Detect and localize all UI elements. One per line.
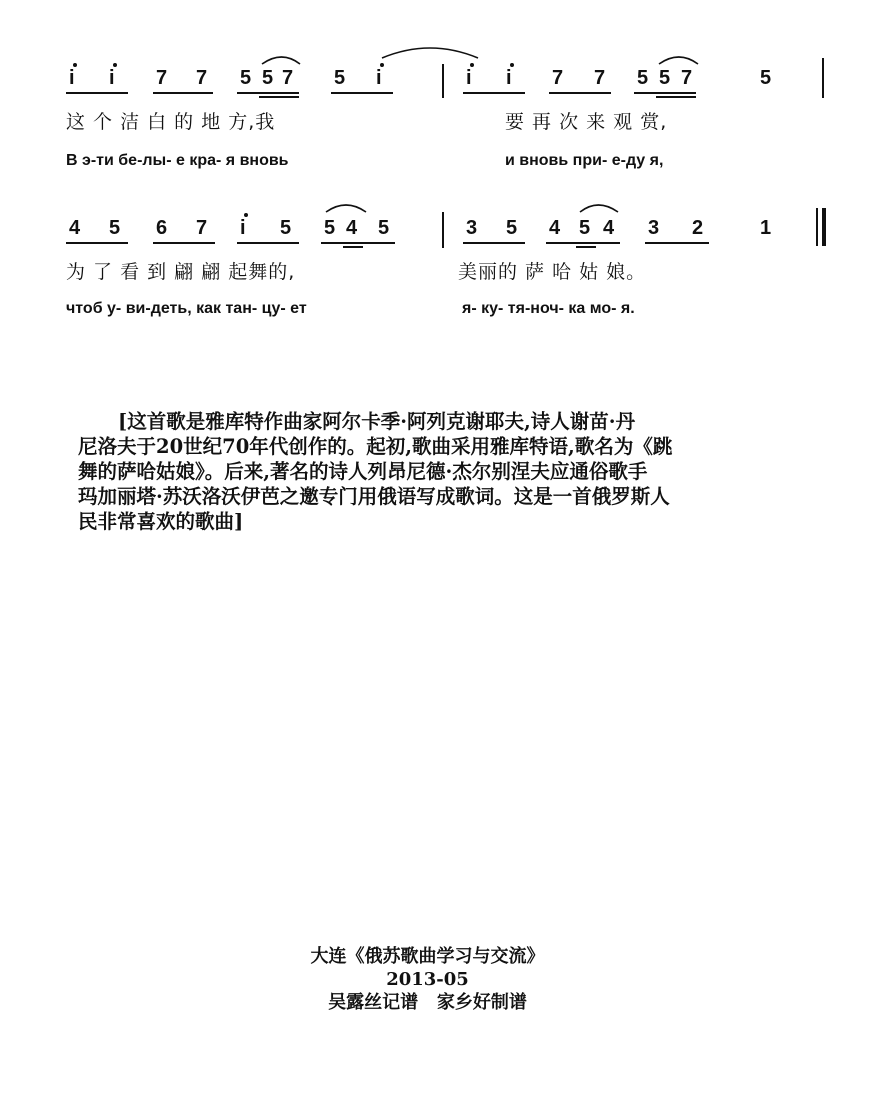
note: 5 xyxy=(637,67,649,89)
description-line: 民非常喜欢的歌曲] xyxy=(78,510,244,533)
lyrics-chinese: 美丽的 萨 哈 姑 娘。 xyxy=(458,261,647,283)
note: 5 xyxy=(262,67,274,89)
lyrics-chinese: 这 个 洁 白 的 地 方,我 xyxy=(66,111,276,133)
note: 7 xyxy=(282,67,294,89)
note: 5 xyxy=(506,217,518,239)
note: 5 xyxy=(659,67,671,89)
note: i xyxy=(69,67,75,89)
note: 7 xyxy=(156,67,168,89)
slur xyxy=(262,57,300,64)
note: 6 xyxy=(156,217,168,239)
description-line: 舞的萨哈姑娘》。后来,著名的诗人列昂尼德·杰尔别涅夫应通俗歌手 xyxy=(78,460,648,483)
note: 3 xyxy=(648,217,660,239)
note: 7 xyxy=(594,67,606,89)
source-title: 大连《俄苏歌曲学习与交流》 xyxy=(310,946,545,967)
slur xyxy=(326,205,366,212)
beam-line xyxy=(321,242,395,244)
note: i xyxy=(466,67,472,89)
note: 4 xyxy=(603,217,615,239)
note: 3 xyxy=(466,217,478,239)
tie xyxy=(382,48,478,58)
beam-line xyxy=(546,242,620,244)
note: 7 xyxy=(196,217,208,239)
note: 5 xyxy=(760,67,772,89)
note: 5 xyxy=(378,217,390,239)
note: i xyxy=(376,67,382,89)
description-line: 玛加丽塔·苏沃洛沃伊芭之邀专门用俄语写成歌词。这是一首俄罗斯人 xyxy=(78,485,670,508)
beam-line xyxy=(237,242,299,244)
beam-line xyxy=(153,242,215,244)
lyrics-russian: я- ку- тя-ноч- ка мо- я. xyxy=(462,300,635,317)
lyrics-chinese: 要 再 次 来 观 赏, xyxy=(505,111,668,133)
note: 7 xyxy=(552,67,564,89)
note: 4 xyxy=(69,217,81,239)
note: 7 xyxy=(681,67,693,89)
description-line: 尼洛夫于20世纪70年代创作的。起初,歌曲采用雅库特语,歌名为《跳 xyxy=(78,435,673,458)
beam-line xyxy=(343,246,363,248)
note: 4 xyxy=(549,217,561,239)
slur xyxy=(580,205,618,212)
note: 5 xyxy=(334,67,346,89)
lyrics-chinese: 为 了 看 到 翩 翩 起舞的, xyxy=(66,261,296,283)
note: 5 xyxy=(240,67,252,89)
note: 2 xyxy=(692,217,704,239)
beam-line xyxy=(463,242,525,244)
note: i xyxy=(109,67,115,89)
note: 5 xyxy=(280,217,292,239)
lyrics-russian: чтоб у- ви-деть, как тан- цу- ет xyxy=(66,300,307,317)
slur xyxy=(659,57,698,64)
note: 5 xyxy=(324,217,336,239)
note: i xyxy=(240,217,246,239)
description-line: [这首歌是雅库特作曲家阿尔卡季·阿列克谢耶夫,诗人谢苗·丹 xyxy=(118,410,636,433)
note: 5 xyxy=(109,217,121,239)
lyrics-russian: и вновь при- е-ду я, xyxy=(505,152,664,169)
slur-marks xyxy=(0,0,885,120)
beam-line xyxy=(66,242,128,244)
note: 7 xyxy=(196,67,208,89)
transcriber-credit: 吴露丝记谱 家乡好制谱 xyxy=(328,992,527,1013)
note: i xyxy=(506,67,512,89)
slur-marks xyxy=(0,150,885,230)
date: 2013-05 xyxy=(386,969,469,990)
note: 1 xyxy=(760,217,772,239)
beam-line xyxy=(645,242,709,244)
lyrics-russian: В э-ти бе-лы- е кра- я вновь xyxy=(66,152,289,169)
beam-line xyxy=(576,246,596,248)
note: 5 xyxy=(579,217,591,239)
note: 4 xyxy=(346,217,358,239)
